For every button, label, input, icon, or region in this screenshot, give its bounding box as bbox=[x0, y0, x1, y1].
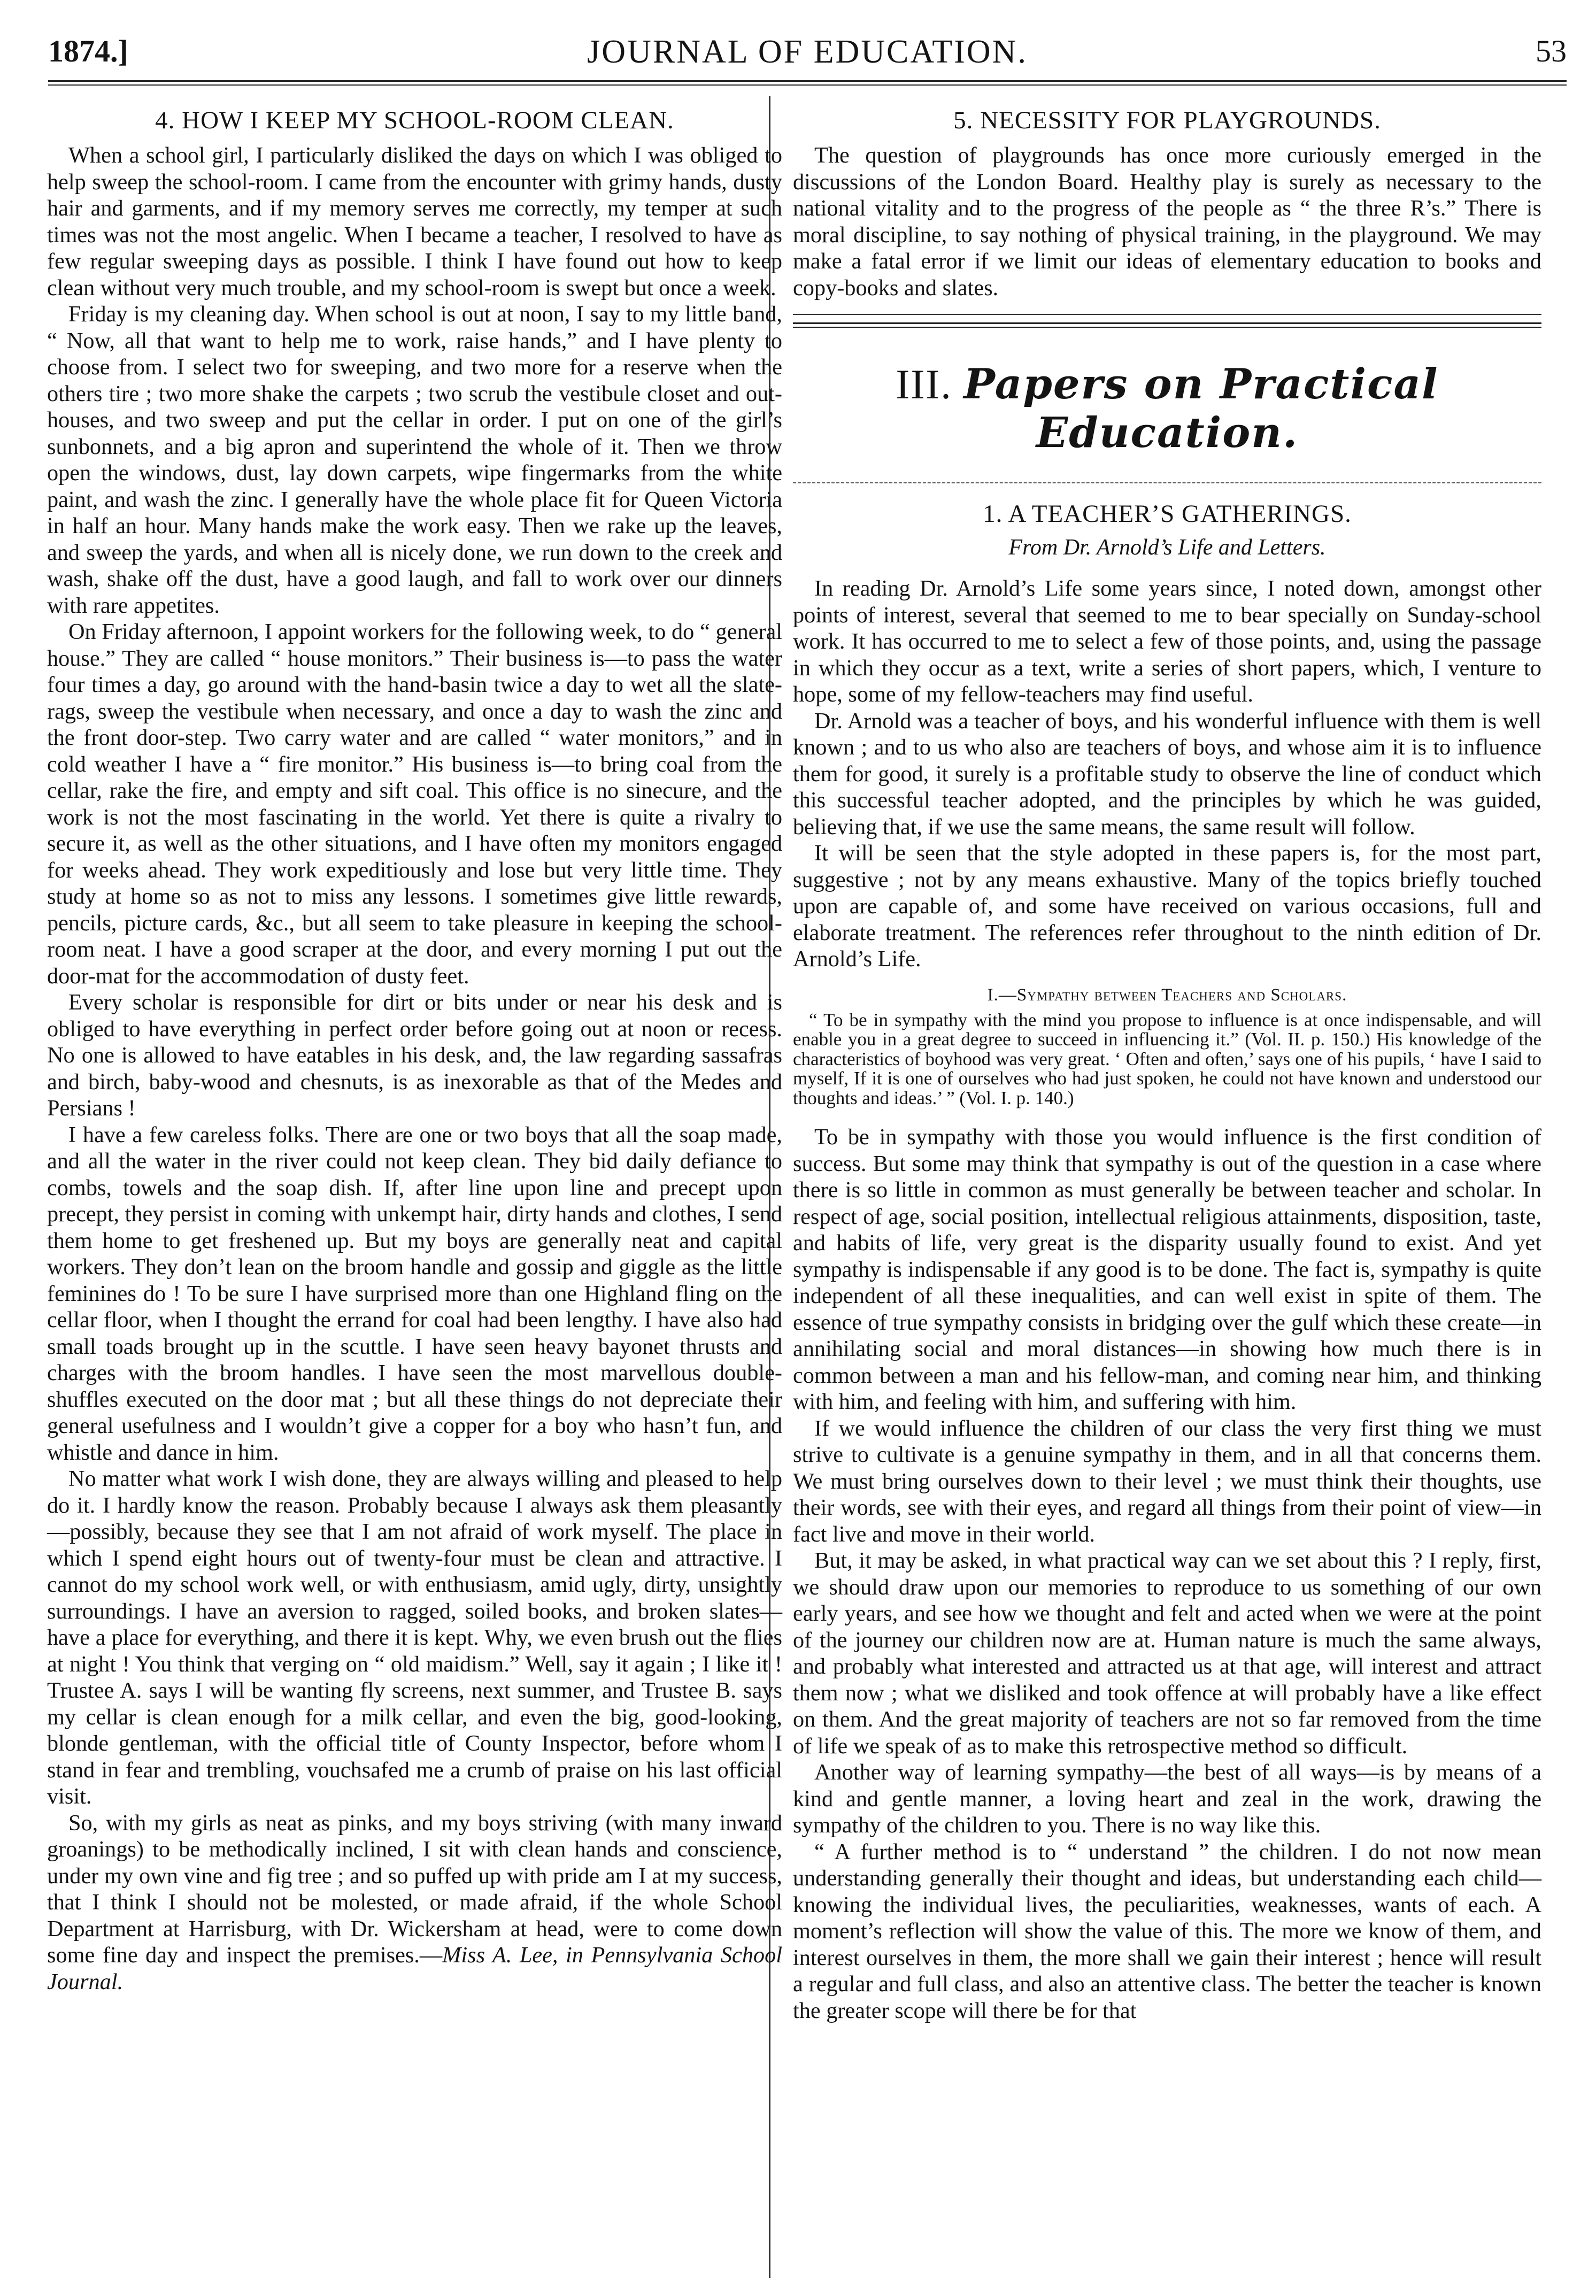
article-paragraph: It will be seen that the style adopted in these papers is, for the most part, suggestive ; not by any means exhaustive. Many of the topics briefly touched upon are capable of, and some have received on various occasions, full and elaborate treatment. The references refer throughout to the ninth edition of Dr. Arnold’s Life. bbox=[793, 841, 1541, 972]
part-number: III. bbox=[896, 361, 952, 407]
article-attribution: Miss A. Lee, in Pennsylvania School Journal. bbox=[47, 1943, 782, 1994]
article-paragraph: On Friday afternoon, I appoint workers for the following week, to do “ general house.” They are called “ house monitors.” Their business is—to pass the water four times a day, go around with the hand-basin twice a day to wet all the slate-rags, sweep the vestibule when necessary, and once a day to wash the zinc and the front door-step. Two carry water and are called “ water monitors,” and in cold weather I have a “ fire monitor.” His business is—to bring coal from the cellar, rake the fire, and empty and sift coal. This office is no sinecure, and the work is not the most fascinating in the world. Yet there is quite a rivalry to secure it, as well as the other situations, and I have often my monitors engaged for weeks ahead. They work expeditiously and lose but very little time. They study at home so as not to miss any lessons. I sometimes give little rewards, pencils, picture cards, &c., but all seem to take pleasure in keeping the school-room neat. I have a good scraper at the door, and every morning I put out the door-mat for the accommodation of dusty feet. bbox=[47, 619, 782, 989]
section-heading: I.—Sympathy between Teachers and Scholars. bbox=[987, 985, 1347, 1005]
closing-paragraph: So, with my girls as neat as pinks, and my boys striving (with many inward groanings) to be methodically inclined, I sit with clean hands and conscience, under my own vine and fig tree ; and so puffed up with pride am I at my success, that I think I should not be molested, or made afraid, if the whole School Department at Harrisburg, with Dr. Wickersham at head, were to come down some fine day and inspect the premises.— bbox=[47, 1810, 782, 1968]
header-rule bbox=[48, 80, 1567, 86]
article-paragraph: In reading Dr. Arnold’s Life some years since, I noted down, amongst other points of interest, several that seemed to me to bear specially on Sunday-school work. It has occurred to me to select a few of those points, and, using the passage in which they occur as a text, write a series of short papers, which, I venture to hope, some of my fellow-teachers may find useful. bbox=[793, 576, 1541, 707]
header-date: 1874.] bbox=[48, 34, 128, 68]
dashed-rule bbox=[793, 482, 1541, 483]
article-title: 4. HOW I KEEP MY SCHOOL-ROOM CLEAN. bbox=[155, 106, 674, 134]
article-paragraph: If we would influence the children of our class the very first thing we must strive to cultivate is a genuine sympathy in them, and in all that concerns them. We must bring ourselves down to their level ; we must think their thoughts, use their words, see with their eyes, and regard all things from their point of view—in fact live and move in their world. bbox=[793, 1415, 1541, 1547]
page-number: 53 bbox=[1536, 34, 1567, 68]
article-subtitle: From Dr. Arnold’s Life and Letters. bbox=[1008, 535, 1326, 560]
article-paragraph: “ A further method is to “ understand ” the children. I do not now mean understanding generally their thought and ideas, but understanding each child—knowing the individual lives, the peculiarities, weaknesses, wants of each. A moment’s reflection will show the value of this. The more we know of them, and interest ourselves in them, the more shall we gain their interest ; hence will result a regular and full class, and also an attentive class. The better the teacher is known the greater scope will there be for that bbox=[793, 1839, 1541, 2023]
article-paragraph: I have a few careless folks. There are one or two boys that all the soap made, and all the water in the river could not keep clean. They bid daily defiance to combs, towels and the soap dish. If, after line upon line and precept upon precept, they persist in coming with unkempt hair, dirty hands and clothes, I send them home to get freshened up. But my boys are generally neat and capital workers. They don’t lean on the broom handle and gossip and giggle as the little feminines do ! To be sure I have surprised more than one Highland fling on the cellar floor, when I thought the errand for coal had been lengthy. I have also had small toads brought up in the scuttle. I have seen heavy bayonet thrusts and charges with the broom handles. I have seen the most marvellous double-shuffles executed on the door mat ; but all these things do not depreciate their general usefulness and I wouldn’t give a copper for a boy who hasn’t fun, and whistle and dance in him. bbox=[47, 1122, 782, 1465]
journal-title: JOURNAL OF EDUCATION. bbox=[587, 34, 1028, 70]
section-rule bbox=[793, 314, 1541, 315]
article-paragraph: Dr. Arnold was a teacher of boys, and his wonderful influence with them is well known ; and to us who also are teachers of boys, and whose aim it is to influence them for good, it surely is a profitable study to observe the line of conduct which this successful teacher adopted, and the principles by which he was guided, believing that, if we use the same means, the same result will follow. bbox=[793, 708, 1541, 839]
article-paragraph: When a school girl, I particularly disliked the days on which I was obliged to help sweep the school-room. I came from the encounter with grimy hands, dusty hair and garments, and if my memory serves me correctly, my temper at such times was not the most angelic. When I became a teacher, I resolved to have as few regular sweeping days as possible. I think I have found out how to keep clean without very much trouble, and my school-room is swept but once a week. bbox=[47, 143, 782, 301]
article-paragraph: The question of playgrounds has once more curiously emerged in the discussions of the London Board. Healthy play is surely as necessary to the national vitality and to the progress of the people as “ the three R’s.” There is moral discipline, to say nothing of physical training, in the playground. We may make a fatal error if we limit our ideas of elementary education to books and copy-books and slates. bbox=[793, 143, 1541, 301]
right-column bbox=[793, 96, 1541, 2275]
article-paragraph: To be in sympathy with those you would influence is the first condition of success. But some may think that sympathy is out of the question in a case where there is so little in common as must generally be between teacher and scholar. In respect of age, social position, intellectual religious attainments, disposition, taste, and habits of life, very great is the disparity usually found to exist. And yet sympathy is indispensable if any good is to be done. The fact is, sympathy is quite independent of all these inequalities, and can well exist in spite of them. The essence of true sympathy consists in bridging over the gulf which these create—in annihilating social and moral distances—in showing how much there is in common between a man and his fellow-man, and coming near him, and thinking with him, and feeling with him, and suffering with him. bbox=[793, 1124, 1541, 1414]
article-paragraph: Every scholar is responsible for dirt or bits under or near his desk and is obliged to have everything in perfect order before going out at noon or recess. No one is allowed to have eatables in his desk, and, the law regarding sassafras and birch, baby-wood and chesnuts, is as inexorable as that of the Medes and Persians ! bbox=[47, 990, 782, 1121]
article-paragraph bbox=[47, 1810, 782, 1995]
article-paragraph: But, it may be asked, in what practical way can we set about this ? I reply, first, we should draw upon our memories to reproduce to us something of our own early years, and see how we thought and felt and acted when we were at the point of the journey our children now are at. Human nature is much the same always, and probably what interested and attracted us at that age, will interest and attract them now ; what we disliked and took offence at will probably have a like effect on them. And the great majority of teachers are not so far removed from the time of life we speak of as to make this retrospective method so difficult. bbox=[793, 1548, 1541, 1759]
part-title: Papers on Practical Education. bbox=[963, 360, 1439, 457]
article-paragraph: Another way of learning sympathy—the best of all ways—is by means of a kind and gentle manner, a loving heart and zeal in the work, drawing the sympathy of the children to you. There is no way like this. bbox=[793, 1760, 1541, 1838]
article-title: 1. A TEACHER’S GATHERINGS. bbox=[983, 500, 1352, 528]
running-header bbox=[48, 33, 1567, 76]
block-quote: “ To be in sympathy with the mind you propose to influence is at once indispensable, and will enable you in a great degree to succeed in influencing it.” (Vol. II. p. 150.) His knowledge of the characteristics of boyhood was very great. ‘ Often and often,’ says one of his pupils, ‘ have I said to myself, If it is one of ourselves who had just spoken, he could not have known and understood our thoughts and ideas.’ ” (Vol. I. p. 140.) bbox=[793, 1009, 1541, 1108]
part-heading bbox=[793, 360, 1541, 457]
article-title: 5. NECESSITY FOR PLAYGROUNDS. bbox=[953, 106, 1381, 134]
article-paragraph: Friday is my cleaning day. When school is out at noon, I say to my little band, “ Now, all that want to help me to work, raise hands,” and I have plenty to choose from. I select two for sweeping, and two more for a reserve when the others tire ; two more shake the carpets ; two scrub the vestibule closet and out-houses, and two sweep and put the cellar in order. I put on one of the girl’s sunbonnets, and a big apron and superintend the whole of it. Then we throw open the windows, dust, lay down carpets, wipe fingermarks from the white paint, and wash the zinc. I generally have the whole place fit for Queen Victoria in half an hour. Many hands make the work easy. Then we rake up the leaves, and sweep the yards, and when all is nicely done, we run down to the creek and wash, shake off the dust, have a good laugh, and fall to work over our dinners with rare appetites. bbox=[47, 302, 782, 618]
double-rule bbox=[793, 322, 1541, 328]
article-paragraph: No matter what work I wish done, they are always willing and pleased to help do it. I hardly know the reason. Probably because I always ask them pleasantly—possibly, because they see that I am not afraid of work myself. The place in which I spend eight hours out of twenty-four must be clean and attractive. I cannot do my school work well, or with enthusiasm, amid ugly, dirty, unsightly surroundings. I have an aversion to ragged, soiled books, and broken slates—have a place for everything, and there it is kept. Why, we even brush out the flies at night ! You think that verging on “ old maidism.” Well, say it again ; I like it ! Trustee A. says I will be wanting fly screens, next summer, and Trustee B. says my cellar is clean enough for a milk cellar, and even the big, good-looking, blonde gentleman, with the official title of County Inspector, before whom I stand in fear and trembling, vouchsafed me a crumb of praise on his last official visit. bbox=[47, 1466, 782, 1809]
left-column bbox=[47, 96, 782, 2275]
